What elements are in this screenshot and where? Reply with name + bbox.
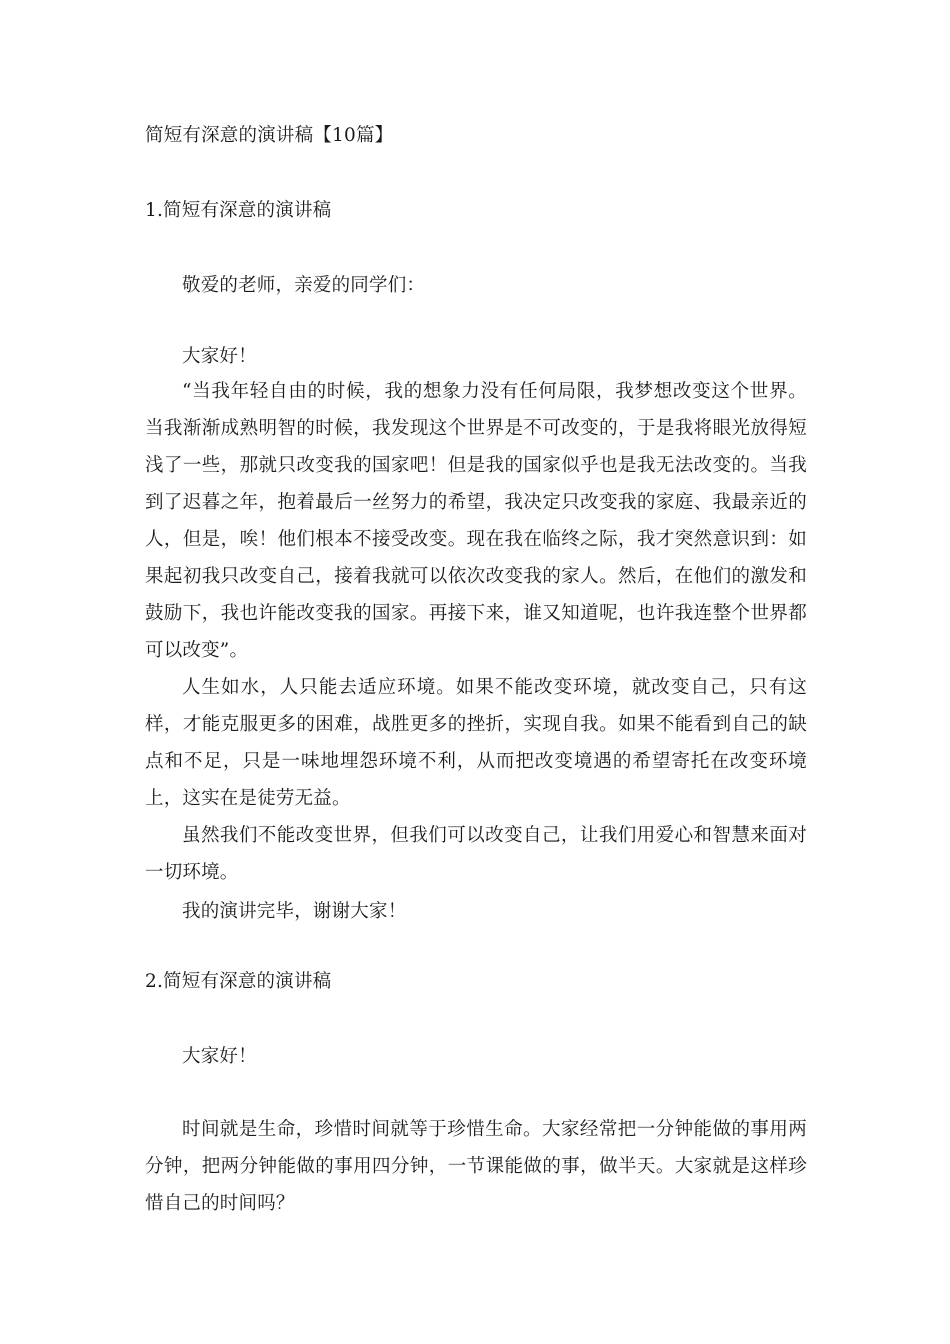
- section-2-paragraph-1: 时间就是生命，珍惜时间就等于珍惜生命。大家经常把一分钟能做的事用两分钟，把两分钟能做的事用四分钟，一节课能做的事，做半天。大家就是这样珍惜自己的时间吗？: [145, 1119, 807, 1214]
- section-2-greeting: 大家好！: [182, 1046, 257, 1067]
- section-1-heading: 1.简短有深意的演讲稿: [145, 200, 332, 221]
- section-1-greeting: 大家好！: [182, 346, 257, 367]
- section-1-paragraph-2: 人生如水，人只能去适应环境。如果不能改变环境，就改变自己，只有这样，才能克服更多的困难，战胜更多的挫折，实现自我。如果不能看到自己的缺点和不足，只是一味地埋怨环境不利，从而把改变境遇的希望寄托在改变环境上，这实在是徒劳无益。: [145, 677, 807, 809]
- section-1-closing: 我的演讲完毕，谢谢大家！: [182, 901, 407, 922]
- section-2-heading: 2.简短有深意的演讲稿: [145, 971, 332, 992]
- section-1-salutation: 敬爱的老师，亲爱的同学们：: [182, 275, 426, 296]
- section-1-paragraph-3: 虽然我们不能改变世界，但我们可以改变自己，让我们用爱心和智慧来面对一切环境。: [145, 825, 807, 883]
- section-1-paragraph-1: “当我年轻自由的时候，我的想象力没有任何局限，我梦想改变这个世界。当我渐渐成熟明智的时候，我发现这个世界是不可改变的，于是我将眼光放得短浅了一些，那就只改变我的国家吧！但是我的国家似乎也是我无法改变的。当我到了迟暮之年，抱着最后一丝努力的希望，我决定只改变我的家庭、我最亲近的人，但是，唉！他们根本不接受改变。现在我在临终之际，我才突然意识到：如果起初我只改变自己，接着我就可以依次改变我的家人。然后，在他们的激发和鼓励下，我也许能改变我的国家。再接下来，谁又知道呢，也许我连整个世界都可以改变”。: [145, 381, 807, 661]
- document-title: 简短有深意的演讲稿【10篇】: [145, 125, 394, 146]
